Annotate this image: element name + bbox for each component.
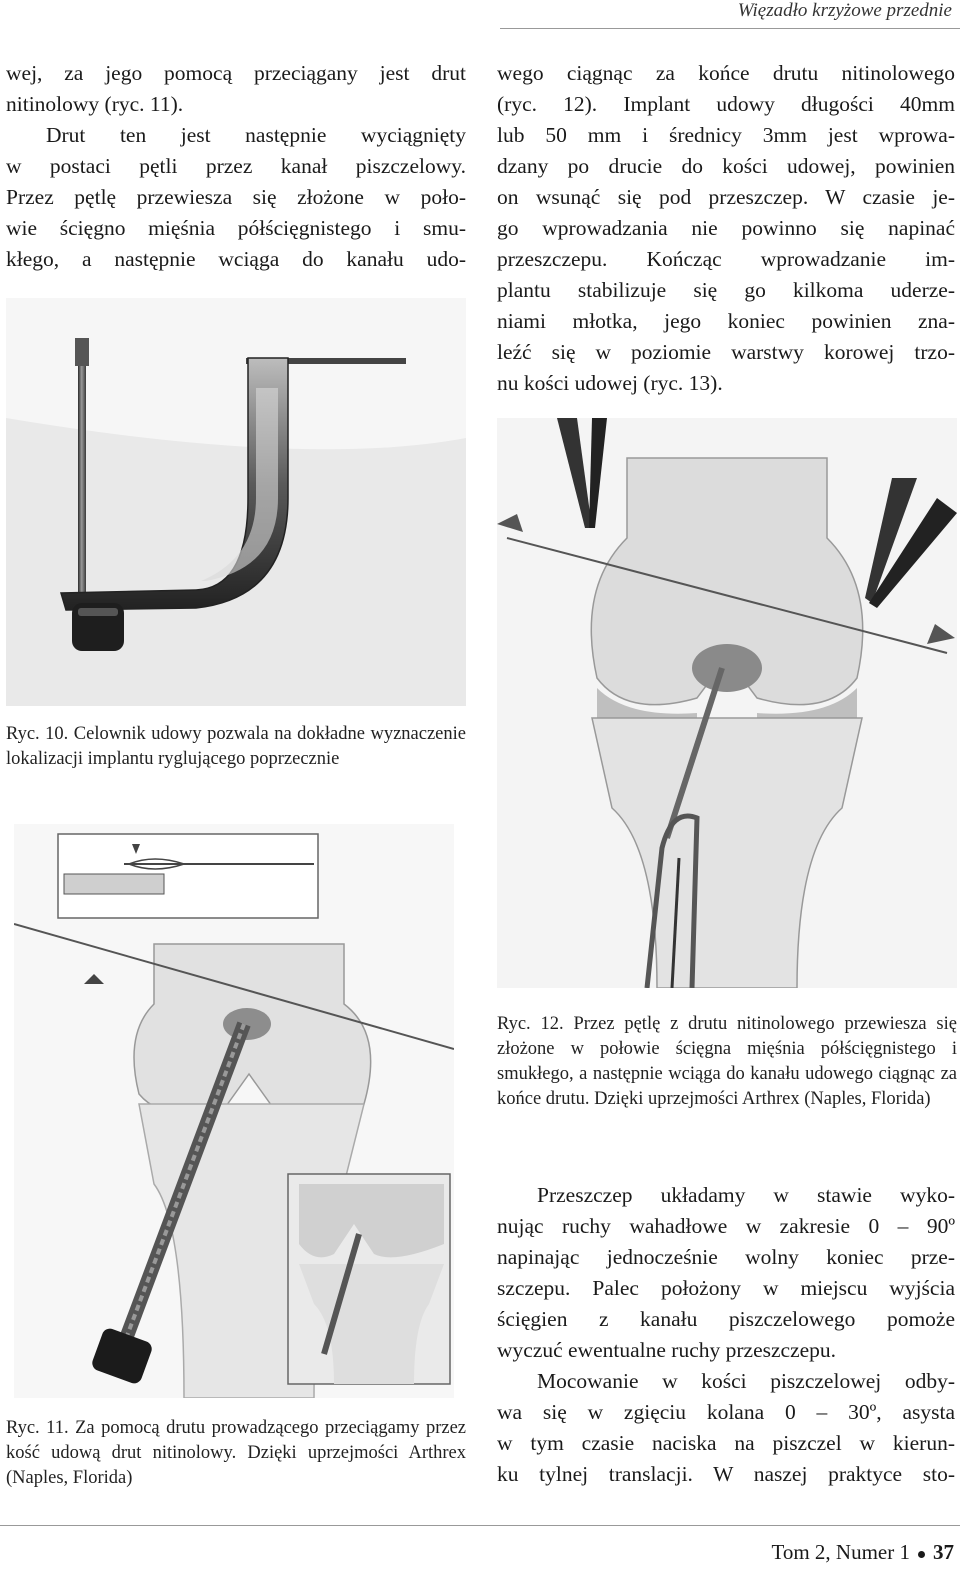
figure-10-image [6,298,466,706]
figure-12-image [497,418,957,988]
text-line: Mocowanie w kości piszczelowej odby- [537,1369,955,1393]
text-line: plantu stabilizuje się go kilkoma uderze- [497,278,955,302]
text-line: ku tylnej translacji. W naszej praktyce sto- [497,1462,955,1486]
figure-12-caption: Ryc. 12. Przez pętlę z drutu nitinolowego przewiesza się złożone w połowie ścięgna mięśnia półścięgnistego i smukłego, a następnie wciąga do kanału udowego ciągnąc za końce drutu. Dzięki uprzejmości Arthrex (Naples, Florida) [497,1014,957,1109]
page-footer [771,1540,954,1565]
right-column-text [497,58,955,399]
figure-11-image [14,824,454,1398]
bottom-right-text [497,1180,955,1490]
left-column-text [6,58,466,275]
text-line: Przez pętlę przewiesza się złożone w poło- [6,185,466,209]
running-title: Więzadło krzyżowe przednie [737,0,952,21]
femoral-guide-illustration [6,298,466,706]
text-line: niami młotka, jego koniec powinien zna- [497,309,955,333]
text-line: nu kości udowej (ryc. 13). [497,371,723,395]
bullet-icon [918,1551,925,1558]
text-line: Drut ten jest następnie wyciągnięty [46,123,466,147]
text-line: napinając jednocześnie wolny koniec prze- [497,1245,955,1269]
text-line: w postaci pętli przez kanał piszczelowy. [6,154,466,178]
text-line: nując ruchy wahadłowe w zakresie 0 – 90º [497,1214,955,1238]
figure-11-caption: Ryc. 11. Za pomocą drutu prowadzącego przeciągamy przez kość udową drut nitinolowy. Dzięki uprzejmości Arthrex (Naples, Florida) [6,1418,466,1488]
text-line: dzany po drucie do kości udowej, powinien [497,154,955,178]
text-line: w tym czasie naciska na piszczel w kierun- [497,1431,955,1455]
text-line: wa się w zgięciu kolana 0 – 30º, asysta [497,1400,955,1424]
footer-rule [0,1525,960,1526]
journal-issue: Tom 2, Numer 1 [771,1540,910,1564]
text-line: on wsunąć się pod przeszczep. W czasie je- [497,185,955,209]
text-line: wej, za jego pomocą przeciągany jest drut [6,61,466,85]
text-line: wego ciągnąc za końce drutu nitinolowego [497,61,955,85]
text-line: Przeszczep układamy w stawie wyko- [537,1183,955,1207]
text-line: szczepu. Palec położony w miejscu wyjścia [497,1276,955,1300]
page-number: 37 [933,1540,954,1564]
text-line: kłego, a następnie wciąga do kanału udo- [6,247,466,271]
text-line: nitinolowy (ryc. 11). [6,92,184,116]
text-line: przeszczepu. Kończąc wprowadzanie im- [497,247,955,271]
figure-10-caption: Ryc. 10. Celownik udowy pozwala na dokładne wyznaczenie lokalizacji implantu ryglującego poprzecznie [6,724,466,769]
femur-guide-wire-illustration [14,824,454,1398]
header-rule [500,28,960,29]
text-line: leźć się w poziomie warstwy korowej trzo- [497,340,955,364]
text-line: (ryc. 12). Implant udowy długości 40mm [497,92,955,116]
text-line: wie ścięgno mięśnia półścięgnistego i smu- [6,216,466,240]
text-line: wyczuć ewentualne ruchy przeszczepu. [497,1338,837,1362]
text-line: lub 50 mm i średnicy 3mm jest wprowa- [497,123,955,147]
text-line: go wprowadzania nie powinno się napinać [497,216,955,240]
knee-graft-illustration [497,418,957,988]
text-line: ścięgien z kanału piszczelowego pomoże [497,1307,955,1331]
